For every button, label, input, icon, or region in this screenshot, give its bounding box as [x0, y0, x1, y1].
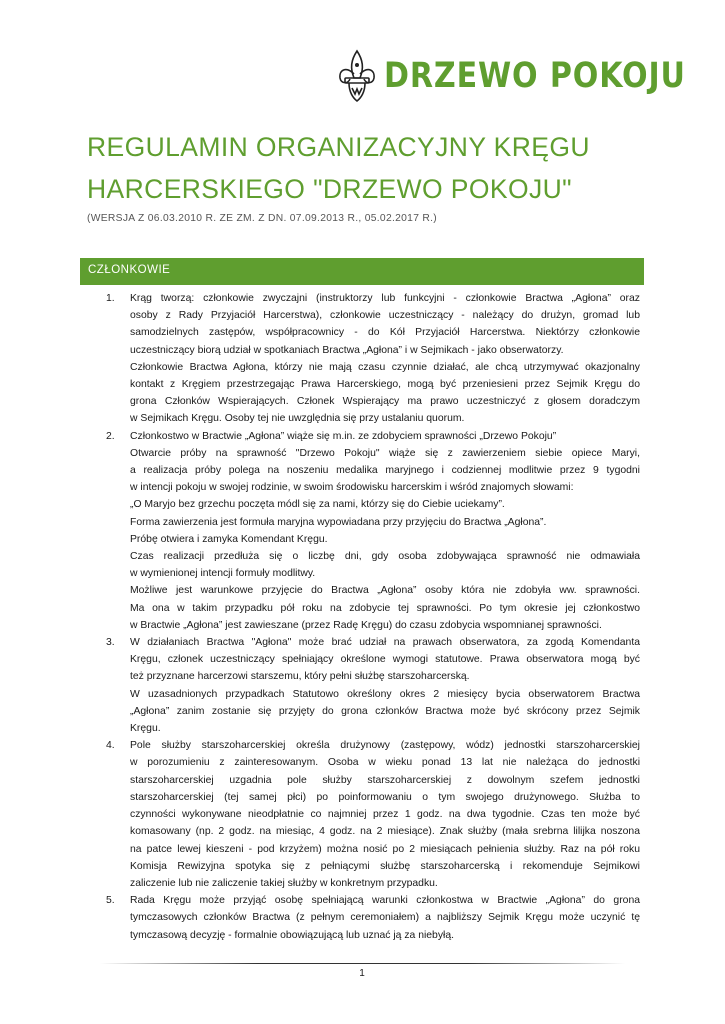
section-heading: CZŁONKOWIE — [88, 264, 171, 276]
logo-wordmark: DRZEWO POKOJU — [384, 56, 686, 96]
item-number: 3. — [106, 637, 115, 649]
item-line: w intencji pokoju w swojej rodzinie, w swoim środowisku harcerskim i wśród znajomych słowami: — [130, 482, 574, 494]
item-line: starszoharcerskiej uzgadnia pole służby starszoharcerskiej z dowolnym szefem jednostki — [130, 774, 640, 786]
footer-divider — [100, 963, 625, 964]
list-item — [98, 290, 640, 428]
item-line: a realizacja próby polega na noszeniu medalika maryjnego i codziennej modlitwie przez 9 tygodni — [130, 465, 640, 477]
item-line: zaliczenie lub nie zaliczenie takiej służby w konkretnym przypadku. — [130, 877, 438, 889]
members-list — [98, 290, 640, 944]
item-line: Komisja Rewizyjna spotyka się z pełniącymi służbę starszoharcerską i rekomenduje Sejmikowi — [130, 860, 640, 872]
item-line: tymczasowych członków Bractwa (z pełnym ceremoniałem) a najbliższy Sejmik Kręgu może uczynić tę — [130, 912, 640, 924]
item-number: 4. — [106, 740, 115, 752]
item-line: W działaniach Bractwa "Agłona" może brać udział na prawach obserwatora, za zgodą Komendanta — [130, 637, 640, 649]
item-line: Próbę otwiera i zamyka Komendant Kręgu. — [130, 533, 328, 545]
title-line-2: HARCERSKIEGO "DRZEWO POKOJU" — [87, 174, 572, 204]
item-line: w Sejmikach Kręgu. Osoby tej nie uwzględnia się przy ustalaniu quorum. — [130, 413, 465, 425]
item-line: kontakt z Kręgiem przestrzegając Prawa Harcerskiego, mogą być przeniesieni przez Sejmik Kręgu do — [130, 379, 640, 391]
item-line: grona Członków Wspierających. Członek Wspierający ma prawo uczestniczyć z głosem doradczym — [130, 396, 640, 408]
item-line: „Agłona” zanim zostanie się przyjęty do grona członków Bractwa może być skrócony przez Sejmik — [130, 705, 640, 717]
item-line: Członkostwo w Bractwie „Agłona” wiąże się m.in. ze zdobyciem sprawności „Drzewo Pokoju” — [130, 430, 557, 442]
item-line: Forma zawierzenia jest formuła maryjna wypowiadana przy przyjęciu do Bractwa „Agłona”. — [130, 516, 547, 528]
item-line: na patce lewej kieszeni - pod krzyżem) można nosić po 2 miesiącach pełnienia służby. Raz na pół roku — [130, 843, 640, 855]
page-number: 1 — [359, 968, 365, 979]
item-line: w Bractwie „Agłona” jest zawieszane (przez Radę Kręgu) do czasu zdobycia wspomnianej sprawności. — [130, 619, 602, 631]
item-line: Czas realizacji przedłuża się o liczbę dni, gdy osoba zdobywająca sprawność nie odmawiała — [130, 551, 640, 563]
title-line-1: REGULAMIN ORGANIZACYJNY KRĘGU — [87, 132, 590, 162]
list-item — [98, 892, 640, 944]
section-heading-bar — [80, 258, 644, 285]
item-number: 5. — [106, 895, 115, 907]
item-line: „O Maryjo bez grzechu poczęta módl się za nami, którzy się do Ciebie uciekamy”. — [130, 499, 505, 511]
item-line: Rada Kręgu może przyjąć osobę spełniającą warunki członkostwa w Bractwie „Agłona” do grona — [130, 895, 640, 907]
item-line: Możliwe jest warunkowe przyjęcie do Bractwa „Agłona” osoby która nie zdobyła ww. sprawności. — [130, 585, 640, 597]
list-item — [98, 737, 640, 892]
document-body — [98, 290, 640, 944]
item-line: Krąg tworzą: członkowie zwyczajni (instruktorzy lub funkcyjni - członkowie Bractwa „Agłona” oraz — [130, 293, 640, 304]
document-title — [87, 126, 667, 210]
item-line: osoby z Rady Przyjaciół Harcerstwa), członkowie uczestniczący - należący do drużyn, gromad lub — [130, 310, 640, 322]
item-line: w wymienionej intencji formuły modlitwy. — [130, 568, 316, 580]
item-line: Otwarcie próby na sprawność "Drzewo Pokoju" wiąże się z zawierzeniem siebie opiece Maryi, — [130, 447, 640, 459]
item-line: uczestniczący biorą udział w spotkaniach Bractwa „Agłona” i w Sejmikach - jako obserwatorzy. — [130, 344, 564, 356]
item-line: też przyznane harcerzowi starszemu, który pełni służbę starszoharcerską. — [130, 671, 470, 683]
item-line: komasowany (np. 2 godz. na miesiąc, 4 godz. na 2 miesiące). Znak służby (mała srebrna lilijka noszona — [130, 826, 640, 838]
item-line: Ma ona w takim przypadku pół roku na zdobycie tej sprawności. Po tym okresie jej członkostwo — [130, 602, 640, 614]
list-item — [98, 428, 640, 634]
item-line: Pole służby starszoharcerskiej określa drużynowy (zastępowy, wódz) jednostki starszoharcerskiej — [130, 740, 640, 752]
list-item — [98, 634, 640, 737]
header-logo — [336, 47, 725, 105]
item-line: czynności wykonywane nieodpłatnie co najmniej przez 1 godz. na dwa tygodnie. Czas ten może być — [130, 809, 640, 821]
version-subtitle: (WERSJA Z 06.03.2010 R. ZE ZM. Z DN. 07.09.2013 R., 05.02.2017 R.) — [87, 213, 438, 224]
item-line: starszoharcerskiej (tej samej płci) po poinformowaniu o tym swojego drużynowego. Służba to — [130, 791, 640, 803]
item-line: Kręgu. — [130, 723, 161, 735]
item-line: W uzasadnionych przypadkach Statutowo określony okres 2 miesięcy bycia obserwatorem Bractwa — [130, 688, 640, 700]
item-line: samodzielnych zastępów, współpracownicy - do Kół Przyjaciół Harcerstwa. Niektórzy członkowie — [130, 327, 640, 339]
item-number: 2. — [106, 430, 115, 442]
item-number: 1. — [106, 293, 115, 304]
item-line: tymczasową decyzję - formalnie obowiązującą lub uznać ją za niebyłą. — [130, 929, 455, 941]
item-line: w porozumieniu z zainteresowanym. Osoba w wieku ponad 13 lat nie należąca do jednostki — [130, 757, 640, 769]
item-line: Członkowie Bractwa Agłona, którzy nie mają czasu czynnie działać, ale chcą utrzymywać okazjonalny — [130, 361, 640, 373]
item-line: Kręgu, członek uczestniczący spełniający określone wymogi statutowe. Prawa obserwatora mogą być — [130, 654, 640, 666]
fleur-de-lis-icon — [336, 48, 378, 104]
